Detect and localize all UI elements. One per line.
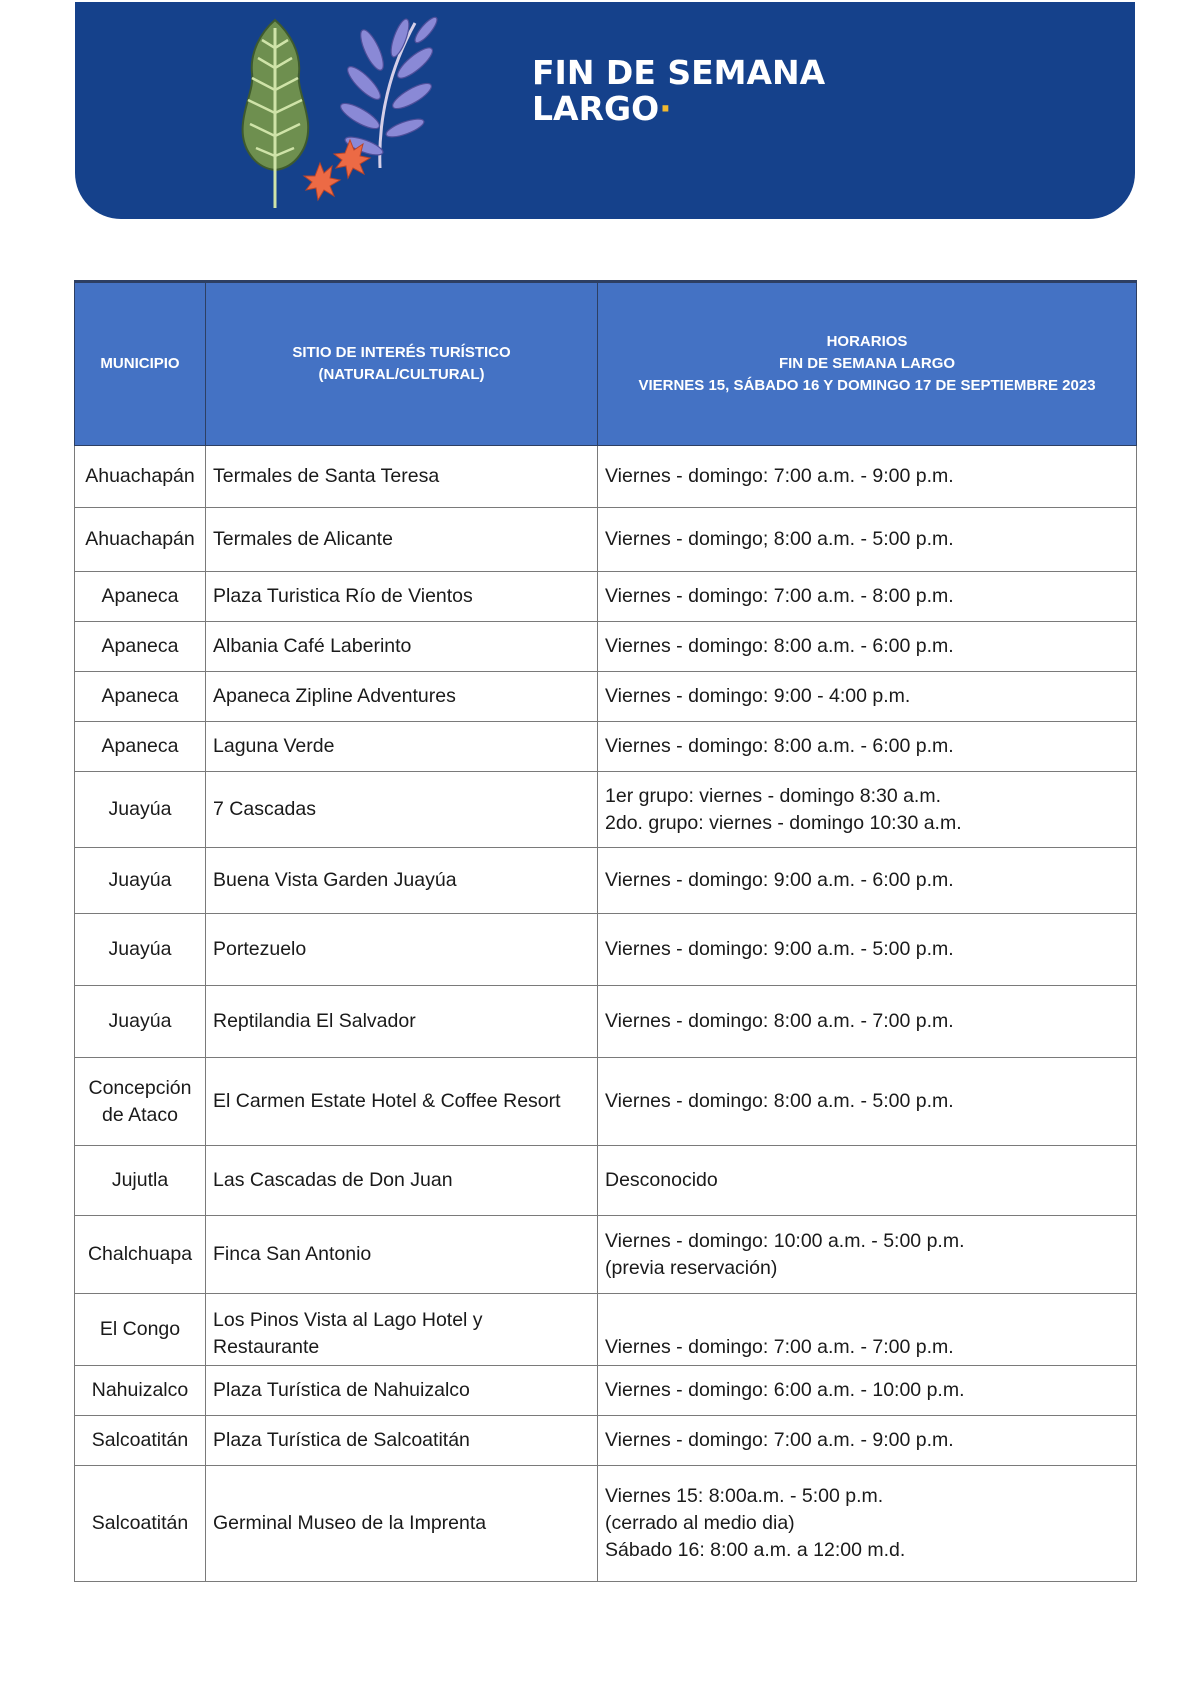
cell-sitio-line: Plaza Turística de Salcoatitán (213, 1429, 470, 1451)
cell-municipio (75, 1146, 206, 1216)
cell-sitio-line: Las Cascadas de Don Juan (213, 1169, 453, 1191)
cell-horario-line: Viernes - domingo: 8:00 a.m. - 7:00 p.m. (605, 1010, 954, 1032)
cell-sitio-line: Reptilandia El Salvador (213, 1010, 416, 1032)
table-row (75, 622, 1137, 672)
cell-municipio (75, 572, 206, 622)
cell-municipio-line: Salcoatitán (91, 1512, 189, 1534)
cell-horario-line: 1er grupo: viernes - domingo 8:30 a.m. (605, 784, 942, 807)
cell-municipio (75, 914, 206, 986)
cell-horario (598, 1366, 1137, 1416)
cell-municipio-line: Jujutla (111, 1169, 169, 1191)
cell-horario-line: Viernes - domingo: 9:00 a.m. - 5:00 p.m. (605, 938, 954, 960)
cell-horario-line: Desconocido (605, 1169, 718, 1191)
cell-horario-line: Viernes - domingo: 8:00 a.m. - 6:00 p.m. (605, 735, 954, 757)
cell-sitio (206, 1416, 598, 1466)
cell-sitio-line: Plaza Turística de Nahuizalco (213, 1379, 470, 1401)
cell-horario (598, 848, 1137, 914)
table-row (75, 446, 1137, 508)
cell-horario-line: Viernes - domingo: 7:00 a.m. - 8:00 p.m. (605, 585, 954, 607)
cell-horario-line: Sábado 16: 8:00 a.m. a 12:00 m.d. (605, 1539, 906, 1561)
table-row (75, 986, 1137, 1058)
table-row (75, 1216, 1137, 1294)
cell-sitio-line: Restaurante (213, 1336, 320, 1358)
cell-sitio-line: Laguna Verde (213, 735, 335, 757)
banner-title-line1: FIN DE SEMANA (532, 53, 826, 92)
green-leaf-icon (243, 20, 309, 208)
cell-sitio-line: El Carmen Estate Hotel & Coffee Resort (213, 1090, 561, 1112)
table-row (75, 672, 1137, 722)
cell-horario-line: Viernes - domingo: 9:00 a.m. - 6:00 p.m. (605, 869, 954, 891)
cell-sitio (206, 622, 598, 672)
cell-sitio (206, 986, 598, 1058)
header-sitio (206, 282, 598, 446)
table-header-row (75, 282, 1137, 446)
accent-dot: · (659, 89, 672, 128)
cell-horario-line: Viernes - domingo: 10:00 a.m. - 5:00 p.m. (605, 1229, 965, 1252)
header-horarios-line: VIERNES 15, SÁBADO 16 Y DOMINGO 17 DE SEPTIEMBRE 2023 (638, 377, 1096, 394)
cell-sitio-line: Termales de Alicante (213, 528, 393, 550)
cell-municipio-line: Juayúa (108, 869, 172, 891)
cell-horario-line: Viernes - domingo: 6:00 a.m. - 10:00 p.m. (605, 1379, 965, 1401)
cell-municipio-line: Concepción (88, 1076, 192, 1099)
cell-sitio-line: Apaneca Zipline Adventures (213, 685, 456, 707)
cell-sitio (206, 1058, 598, 1146)
header-municipio: MUNICIPIO (75, 282, 206, 446)
cell-horario-line: Viernes - domingo: 7:00 a.m. - 9:00 p.m. (605, 465, 954, 487)
cell-sitio (206, 1146, 598, 1216)
cell-municipio (75, 508, 206, 572)
header-sitio-line: SITIO DE INTERÉS TURÍSTICO (292, 344, 511, 361)
cell-municipio-line: Juayúa (108, 1010, 172, 1032)
table-row (75, 508, 1137, 572)
banner-title-line2: LARGO (532, 89, 660, 128)
cell-municipio (75, 848, 206, 914)
table-row (75, 772, 1137, 848)
cell-sitio (206, 1216, 598, 1294)
cell-horario-line: Viernes - domingo: 8:00 a.m. - 6:00 p.m. (605, 635, 954, 657)
cell-sitio-line: Germinal Museo de la Imprenta (213, 1512, 487, 1534)
cell-horario (598, 1466, 1137, 1582)
table-row (75, 572, 1137, 622)
cell-municipio-line: Nahuizalco (91, 1379, 189, 1401)
cell-sitio-line: 7 Cascadas (213, 798, 316, 820)
cell-municipio (75, 1366, 206, 1416)
cell-horario-line: Viernes - domingo; 8:00 a.m. - 5:00 p.m. (605, 528, 954, 550)
cell-municipio-line: Ahuachapán (85, 528, 195, 550)
table-row (75, 1466, 1137, 1582)
cell-horario (598, 986, 1137, 1058)
table-row (75, 1416, 1137, 1466)
cell-municipio (75, 672, 206, 722)
purple-fern-icon (337, 15, 440, 168)
cell-horario-line: Viernes - domingo: 7:00 a.m. - 7:00 p.m. (605, 1336, 954, 1358)
cell-sitio (206, 446, 598, 508)
cell-municipio-line: Ahuachapán (85, 465, 195, 487)
table-row (75, 722, 1137, 772)
cell-horario (598, 722, 1137, 772)
cell-horario (598, 672, 1137, 722)
cell-municipio-line: Salcoatitán (91, 1429, 189, 1451)
table-row (75, 848, 1137, 914)
cell-horario (598, 572, 1137, 622)
cell-horario (598, 772, 1137, 848)
cell-municipio-line: Chalchuapa (87, 1243, 193, 1265)
cell-horario (598, 1416, 1137, 1466)
table-body (75, 446, 1137, 1582)
header-horarios-line: FIN DE SEMANA LARGO (778, 355, 956, 372)
cell-sitio (206, 1466, 598, 1582)
cell-sitio (206, 1366, 598, 1416)
leaves-illustration (240, 8, 470, 218)
header-horarios (598, 282, 1137, 446)
cell-horario (598, 508, 1137, 572)
cell-sitio-line: Plaza Turistica Río de Vientos (213, 585, 473, 607)
cell-municipio-line: Apaneca (101, 635, 179, 657)
cell-horario-line: Viernes - domingo: 9:00 - 4:00 p.m. (605, 685, 911, 707)
cell-sitio (206, 722, 598, 772)
table-row (75, 1366, 1137, 1416)
banner-title (532, 55, 825, 127)
cell-horario-line: (cerrado al medio dia) (605, 1512, 795, 1534)
cell-municipio-line: Apaneca (101, 735, 179, 757)
cell-municipio-line: Juayúa (108, 938, 172, 960)
cell-sitio (206, 508, 598, 572)
cell-sitio (206, 914, 598, 986)
cell-municipio (75, 446, 206, 508)
cell-horario (598, 1146, 1137, 1216)
cell-municipio-line: Juayúa (108, 798, 172, 820)
cell-sitio (206, 1294, 598, 1366)
cell-horario (598, 1216, 1137, 1294)
cell-municipio (75, 622, 206, 672)
cell-municipio (75, 1294, 206, 1366)
cell-horario (598, 622, 1137, 672)
cell-sitio-line: Termales de Santa Teresa (213, 465, 440, 487)
cell-sitio (206, 572, 598, 622)
cell-sitio (206, 672, 598, 722)
cell-horario (598, 446, 1137, 508)
cell-horario (598, 1058, 1137, 1146)
header-horarios-line: HORARIOS (826, 333, 908, 350)
cell-sitio (206, 848, 598, 914)
cell-sitio-line: Buena Vista Garden Juayúa (213, 869, 457, 891)
table-row (75, 1058, 1137, 1146)
cell-municipio-line: Apaneca (101, 585, 179, 607)
table-row (75, 1146, 1137, 1216)
table-row (75, 1294, 1137, 1366)
orange-leaves-icon (304, 140, 370, 200)
cell-municipio (75, 1058, 206, 1146)
cell-sitio-line: Portezuelo (213, 938, 307, 960)
cell-horario-line: 2do. grupo: viernes - domingo 10:30 a.m. (605, 811, 962, 834)
cell-municipio (75, 772, 206, 848)
header-banner (75, 2, 1135, 219)
cell-municipio (75, 1416, 206, 1466)
schedule-table (74, 280, 1137, 1582)
cell-sitio (206, 772, 598, 848)
table-row (75, 914, 1137, 986)
cell-sitio-line: Finca San Antonio (213, 1243, 372, 1265)
cell-horario-line: Viernes - domingo: 8:00 a.m. - 5:00 p.m. (605, 1090, 954, 1112)
cell-horario-line: (previa reservación) (605, 1256, 778, 1279)
cell-municipio-line: de Ataco (102, 1103, 178, 1126)
cell-horario-line: Viernes - domingo: 7:00 a.m. - 9:00 p.m. (605, 1429, 954, 1451)
header-sitio-line: (NATURAL/CULTURAL) (318, 366, 485, 383)
cell-sitio-line: Albania Café Laberinto (213, 635, 412, 657)
cell-horario-line: Viernes 15: 8:00a.m. - 5:00 p.m. (605, 1485, 884, 1507)
cell-municipio-line: El Congo (99, 1318, 181, 1340)
cell-horario (598, 1294, 1137, 1366)
cell-sitio-line: Los Pinos Vista al Lago Hotel y (213, 1309, 483, 1331)
cell-horario (598, 914, 1137, 986)
cell-municipio (75, 986, 206, 1058)
cell-municipio (75, 1216, 206, 1294)
cell-municipio (75, 722, 206, 772)
cell-municipio-line: Apaneca (101, 685, 179, 707)
cell-municipio (75, 1466, 206, 1582)
